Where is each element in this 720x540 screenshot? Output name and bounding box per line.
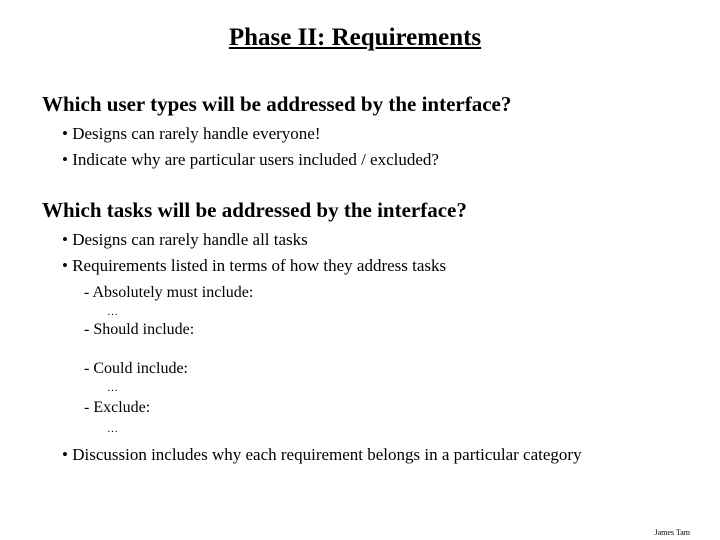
bullet-designs-everyone: • Designs can rarely handle everyone! [62,124,321,143]
footer-author: James Tam [654,528,690,537]
section-heading-user-types: Which user types will be addressed by the interface? [42,92,512,116]
sub-item-must-include: - Absolutely must include: [84,284,254,301]
ellipsis: … [107,423,120,435]
sub-item-exclude: - Exclude: [84,399,151,416]
ellipsis: … [107,382,120,394]
section-heading-tasks: Which tasks will be addressed by the interface? [42,198,467,222]
sub-item-could-include: - Could include: [84,360,188,377]
bullet-indicate-users: • Indicate why are particular users included / excluded? [62,150,439,169]
slide-title: Phase II: Requirements [228,24,482,51]
bullet-designs-tasks: • Designs can rarely handle all tasks [62,230,308,249]
bullet-discussion: • Discussion includes why each requirement belongs in a particular category [62,445,582,464]
sub-item-should-include: - Should include: [84,321,195,338]
ellipsis: … [107,306,120,318]
bullet-requirements-listed: • Requirements listed in terms of how they address tasks [62,256,447,275]
